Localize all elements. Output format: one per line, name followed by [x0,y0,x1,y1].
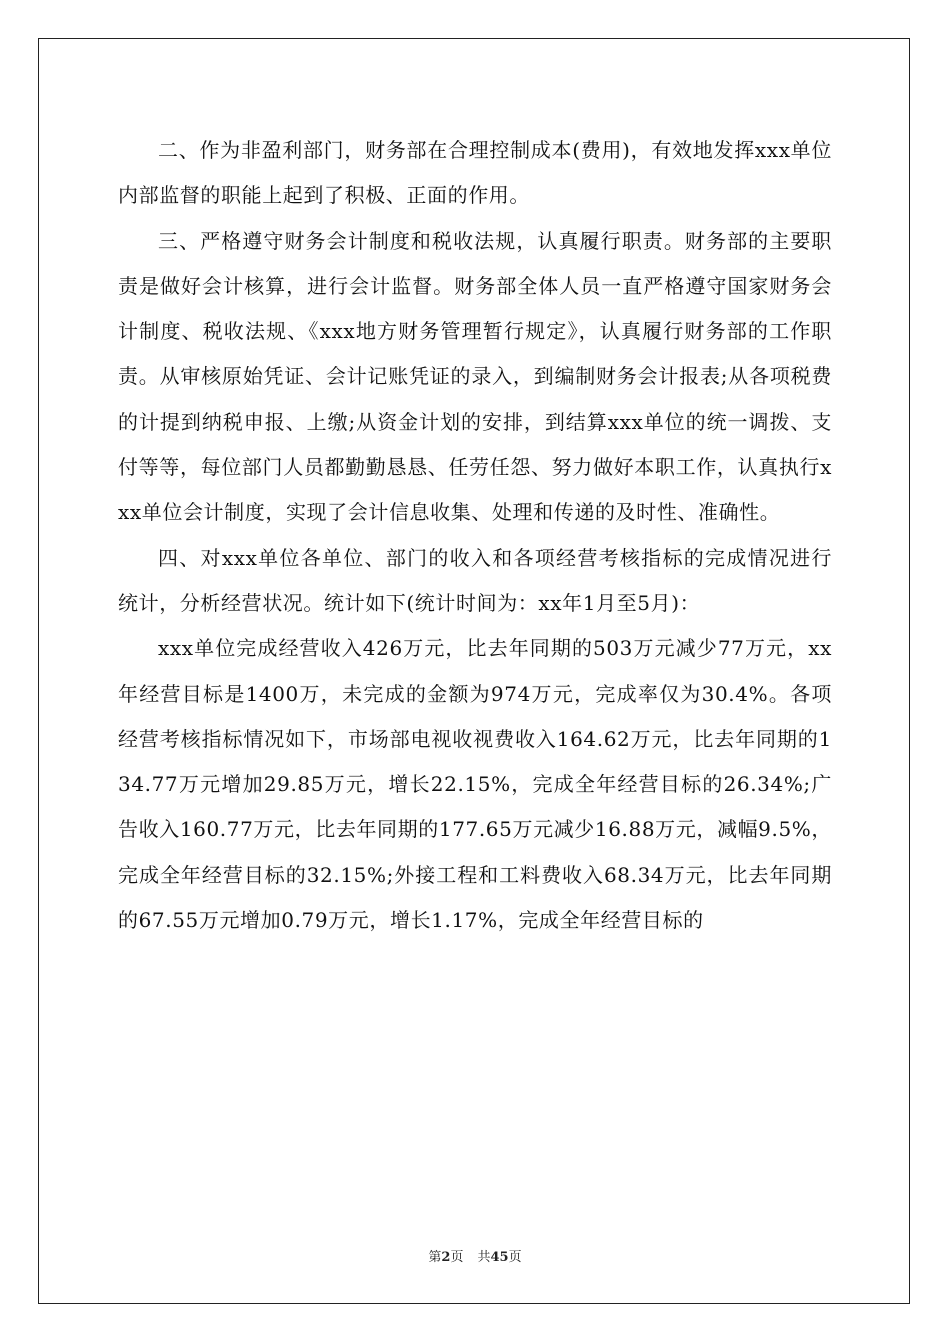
document-body [118,128,832,943]
paragraph-3: 三、严格遵守财务会计制度和税收法规，认真履行职责。财务部的主要职责是做好会计核算，进行会计监督。财务部全体人员一直严格遵守国家财务会计制度、税收法规、《xxx地方财务管理暂行规定》，认真履行财务部的工作职责。从审核原始凭证、会计记账凭证的录入，到编制财务会计报表;从各项税费的计提到纳税申报、上缴;从资金计划的安排，到结算xxx单位的统一调拨、支付等等，每位部门人员都勤勤恳恳、任劳任怨、努力做好本职工作，认真执行xxx单位会计制度，实现了会计信息收集、处理和传递的及时性、准确性。 [118,228,832,525]
total-prefix: 共 [477,1250,491,1265]
page-footer [0,1246,950,1265]
page-suffix: 页 [450,1250,464,1265]
paragraph-2: 二、作为非盈利部门，财务部在合理控制成本(费用)，有效地发挥xxx单位内部监督的职能上起到了积极、正面的作用。 [118,138,832,208]
total-pages: 45 [490,1250,509,1265]
page-number: 2 [441,1250,451,1265]
total-suffix: 页 [508,1250,522,1265]
paragraph-4: 四、对xxx单位各单位、部门的收入和各项经营考核指标的完成情况进行统计，分析经营状况。统计如下(统计时间为：xx年1月至5月)： [118,545,832,615]
page-prefix: 第 [428,1250,442,1265]
paragraph-revenue: xxx单位完成经营收入426万元，比去年同期的503万元减少77万元，xx年经营目标是1400万，未完成的金额为974万元，完成率仅为30.4%。各项经营考核指标情况如下，市场部电视收视费收入164.62万元，比去年同期的134.77万元增加29.85万元，增长22.15%，完成全年经营目标的26.34%;广告收入160.77万元，比去年同期的177.65万元减少16.88万元，减幅9.5%，完成全年经营目标的32.15%;外接工程和工料费收入68.34万元，比去年同期的67.55万元增加0.79万元，增长1.17%，完成全年经营目标的 [118,636,832,933]
